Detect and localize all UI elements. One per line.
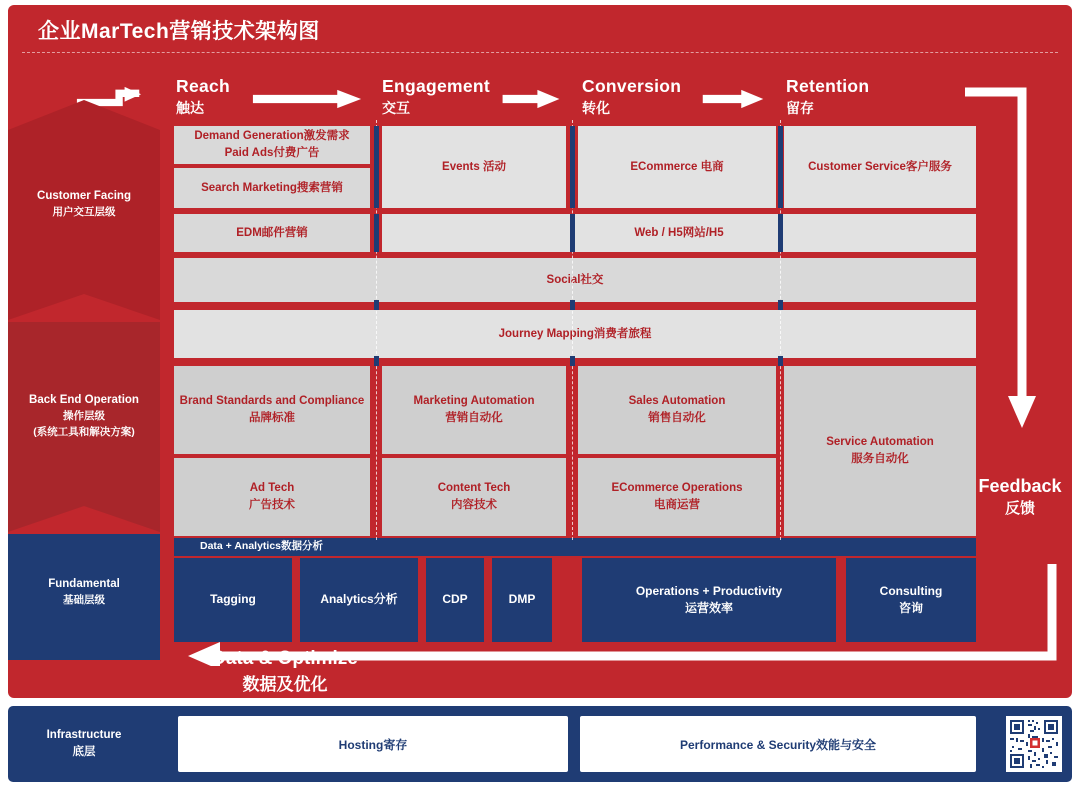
phase-header-conversion (582, 76, 681, 118)
layer-customer-facing-cn: 用户交互层级 (52, 206, 116, 219)
arrow-icon-engagement-to-conversion (500, 88, 562, 110)
layer-back-end-cn2: (系统工具和解决方案) (33, 426, 135, 438)
block-ecommerce-operations[interactable] (578, 458, 776, 536)
phase-header-retention (786, 76, 869, 118)
block-customer-service[interactable]: Customer Service客户服务 (784, 126, 976, 208)
block-brand-standards[interactable] (174, 366, 370, 454)
layer-chevron-band (8, 100, 160, 660)
block-ecommerce[interactable]: ECommerce 电商 (578, 126, 776, 208)
phase-reach-en: Reach (176, 76, 231, 96)
layer-fundamental-en: Fundamental (48, 578, 120, 590)
infrastructure-cn: 底层 (72, 746, 96, 758)
phase-conversion-en: Conversion (582, 76, 682, 96)
data-optimize-cn: 数据及优化 (242, 675, 328, 694)
layer-chevron-customer-facing (8, 100, 160, 320)
tick-mark (570, 356, 575, 366)
service-automation-en: Service Automation (826, 436, 934, 449)
feedback-arrow-icon (960, 84, 1050, 454)
layer-back-end-en: Back End Operation (29, 394, 139, 406)
page-title: 企业MarTech营销技术架构图 (38, 20, 320, 43)
block-content-tech[interactable] (382, 458, 566, 536)
sales-automation-cn: 销售自动化 (648, 412, 706, 424)
phase-engagement-en: Engagement (382, 76, 491, 96)
marketing-automation-cn: 营销自动化 (445, 412, 503, 424)
block-sales-automation[interactable] (578, 366, 776, 454)
feedback-label (968, 476, 1072, 518)
sales-automation-en: Sales Automation (628, 395, 726, 408)
tick-mark (570, 126, 575, 208)
tick-mark (778, 214, 783, 252)
tick-mark (374, 214, 379, 252)
infrastructure-en: Infrastructure (46, 728, 122, 741)
tick-mark (778, 356, 783, 366)
feedback-cn: 反馈 (1004, 500, 1035, 517)
data-optimize-label (180, 648, 390, 695)
tick-mark (778, 126, 783, 208)
layer-back-end-cn: 操作层级 (63, 410, 105, 423)
tick-mark (570, 214, 575, 252)
phase-retention-cn: 留存 (786, 100, 814, 116)
block-journey-mapping[interactable]: Journey Mapping消费者旅程 (174, 310, 976, 358)
block-cdp[interactable]: CDP (426, 558, 484, 642)
brand-standards-en: Brand Standards and Compliance (179, 395, 365, 408)
block-web-h5[interactable]: Web / H5网站/H5 (382, 214, 976, 252)
qr-code-image (1006, 716, 1062, 772)
block-social[interactable]: Social社交 (174, 258, 976, 302)
block-search-marketing[interactable]: Search Marketing搜索营销 (174, 168, 370, 208)
feedback-en: Feedback (978, 476, 1062, 496)
phase-engagement-cn: 交互 (382, 100, 410, 116)
ecommerce-operations-en: ECommerce Operations (611, 482, 743, 495)
phase-reach-cn: 触达 (176, 100, 204, 116)
block-edm[interactable]: EDM邮件营销 (174, 214, 370, 252)
tick-mark (570, 300, 575, 310)
layer-customer-facing-en: Customer Facing (37, 190, 131, 202)
operations-en: Operations + Productivity (635, 583, 783, 598)
content-tech-cn: 内容技术 (451, 499, 497, 511)
tick-mark (374, 300, 379, 310)
block-analytics[interactable]: Analytics分析 (300, 558, 418, 642)
demand-generation-line1: Demand Generation激发需求 (194, 130, 350, 143)
brand-standards-cn: 品牌标准 (249, 412, 295, 424)
block-tagging[interactable]: Tagging (174, 558, 292, 642)
data-optimize-en: Data & Optimize (212, 648, 358, 669)
ecommerce-operations-cn: 电商运营 (654, 499, 700, 511)
block-service-automation[interactable] (784, 366, 976, 536)
content-tech-en: Content Tech (437, 482, 511, 495)
infrastructure-label (8, 706, 160, 782)
phase-retention-en: Retention (786, 76, 870, 96)
block-marketing-automation[interactable] (382, 366, 566, 454)
phase-header-engagement (382, 76, 490, 118)
phase-header-reach (176, 76, 230, 118)
arrow-icon-conversion-to-retention (700, 88, 766, 110)
block-performance-security[interactable]: Performance & Security效能与安全 (580, 716, 976, 772)
phase-conversion-cn: 转化 (582, 100, 610, 116)
service-automation-cn: 服务自动化 (851, 453, 909, 465)
ad-tech-en: Ad Tech (249, 482, 295, 495)
operations-cn: 运营效率 (684, 601, 733, 615)
demand-generation-line2: Paid Ads付费广告 (224, 147, 320, 159)
consulting-cn: 咨询 (898, 601, 923, 615)
block-dmp[interactable]: DMP (492, 558, 552, 642)
tick-mark (778, 300, 783, 310)
layer-chevron-back-end (8, 322, 160, 532)
block-data-analytics[interactable]: Data + Analytics数据分析 (174, 538, 976, 556)
layer-chevron-fundamental (8, 534, 160, 660)
tick-mark (374, 356, 379, 366)
arrow-icon-reach-to-engagement (248, 88, 366, 110)
consulting-en: Consulting (879, 583, 943, 598)
block-hosting[interactable]: Hosting寄存 (178, 716, 568, 772)
marketing-automation-en: Marketing Automation (413, 395, 535, 408)
title-divider (22, 52, 1058, 53)
ad-tech-cn: 广告技术 (249, 499, 295, 511)
block-ad-tech[interactable] (174, 458, 370, 536)
block-events[interactable]: Events 活动 (382, 126, 566, 208)
tick-mark (374, 126, 379, 208)
block-demand-generation[interactable] (174, 126, 370, 164)
layer-fundamental-cn: 基础层级 (63, 594, 105, 607)
